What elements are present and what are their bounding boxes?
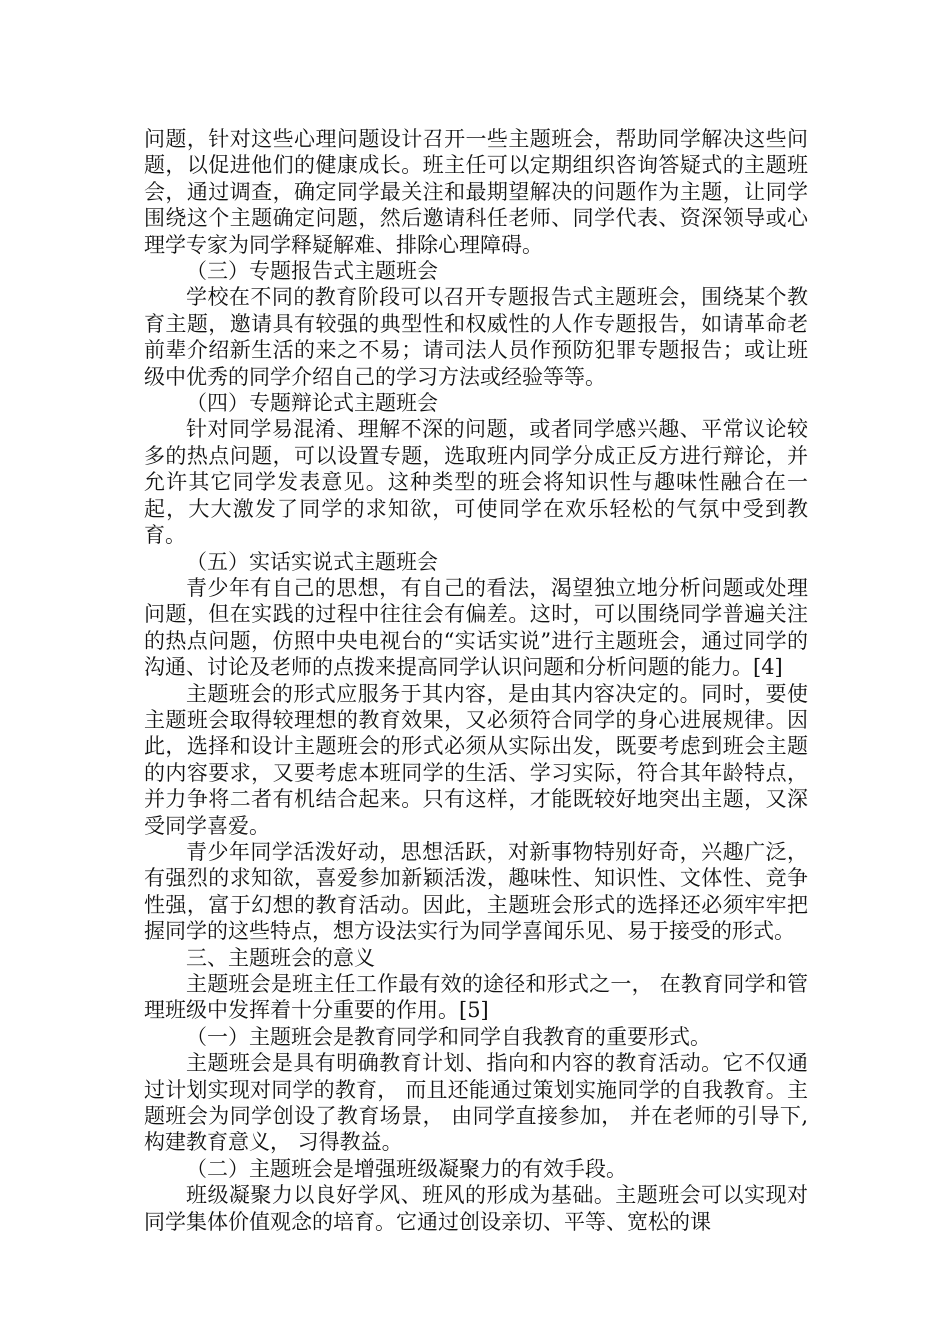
paragraph-talk-style: 青少年有自己的思想，有自己的看法，渴望独立地分析问题或处理问题，但在实践的过程中往往会有偏差。这时，可以围绕同学普遍关注的热点问题，仿照中央电视台的“实话实说”进行主题班会，通过同学的沟通、讨论及老师的点拨来提高同学认识问题和分析问题的能力。[4] xyxy=(144,575,808,680)
heading-debate-style: （四）专题辩论式主题班会 xyxy=(186,391,438,416)
paragraph-significance: 主题班会是班主任工作最有效的途径和形式之一， 在教育同学和管理班级中发挥着十分重要的作用。[5] xyxy=(144,972,808,1023)
paragraph-youth-traits: 青少年同学活泼好动，思想活跃，对新事物特别好奇，兴趣广泛，有强烈的求知欲，喜爱参加新颖活泼，趣味性、知识性、文体性、竞争性强，富于幻想的教育活动。因此，主题班会形式的选择还必须牢牢把握同学的这些特点，想方设法实行为同学喜闻乐见、易于接受的形式。 xyxy=(144,839,808,944)
paragraph-report-style: 学校在不同的教育阶段可以召开专题报告式主题班会，围绕某个教育主题，邀请具有较强的典型性和权威性的人作专题报告，如请革命老前辈介绍新生活的来之不易；请司法人员作预防犯罪专题报告；或让班级中优秀的同学介绍自己的学习方法或经验等等。 xyxy=(144,285,808,389)
heading-self-education: （一）主题班会是教育同学和同学自我教育的重要形式。 xyxy=(186,1024,711,1049)
document-body xyxy=(144,126,808,1235)
heading-talk-style: （五）实话实说式主题班会 xyxy=(186,549,438,574)
heading-significance: 三、主题班会的意义 xyxy=(186,945,375,970)
paragraph-counseling-continued: 问题，针对这些心理问题设计召开一些主题班会，帮助同学解决这些问题，以促进他们的健康成长。班主任可以定期组织咨询答疑式的主题班会，通过调查，确定同学最关注和最期望解决的问题作为主题，让同学围绕这个主题确定问题，然后邀请科任老师、同学代表、资深领导或心理学专家为同学释疑解难、排除心理障碍。 xyxy=(144,127,808,257)
paragraph-debate-style: 针对同学易混淆、理解不深的问题，或者同学感兴趣、平常议论较多的热点问题，可以设置专题，选取班内同学分成正反方进行辩论，并允许其它同学发表意见。这种类型的班会将知识性与趣味性融合在一起，大大激发了同学的求知欲，可使同学在欢乐轻松的气氛中受到教育。 xyxy=(144,417,808,548)
paragraph-self-education: 主题班会是具有明确教育计划、指向和内容的教育活动。它不仅通过计划实现对同学的教育， 而且还能通过策划实施同学的自我教育。主题班会为同学创设了教育场景， 由同学直接参加， 并在老师的引导下,构建教育意义， 习得教益。 xyxy=(144,1051,808,1155)
paragraph-cohesion: 班级凝聚力以良好学风、班风的形成为基础。主题班会可以实现对同学集体价值观念的培育。它通过创设亲切、平等、宽松的课 xyxy=(144,1183,808,1234)
heading-cohesion: （二）主题班会是增强班级凝聚力的有效手段。 xyxy=(186,1156,627,1181)
heading-report-style: （三）专题报告式主题班会 xyxy=(186,259,438,284)
paragraph-form-content: 主题班会的形式应服务于其内容，是由其内容决定的。同时，要使主题班会取得较理想的教育效果，又必须符合同学的身心进展规律。因此，选择和设计主题班会的形式必须从实际出发，既要考虑到班会主题的内容要求，又要考虑本班同学的生活、学习实际，符合其年龄特点，并力争将二者有机结合起来。只有这样，才能既较好地突出主题，又深受同学喜爱。 xyxy=(144,681,808,838)
